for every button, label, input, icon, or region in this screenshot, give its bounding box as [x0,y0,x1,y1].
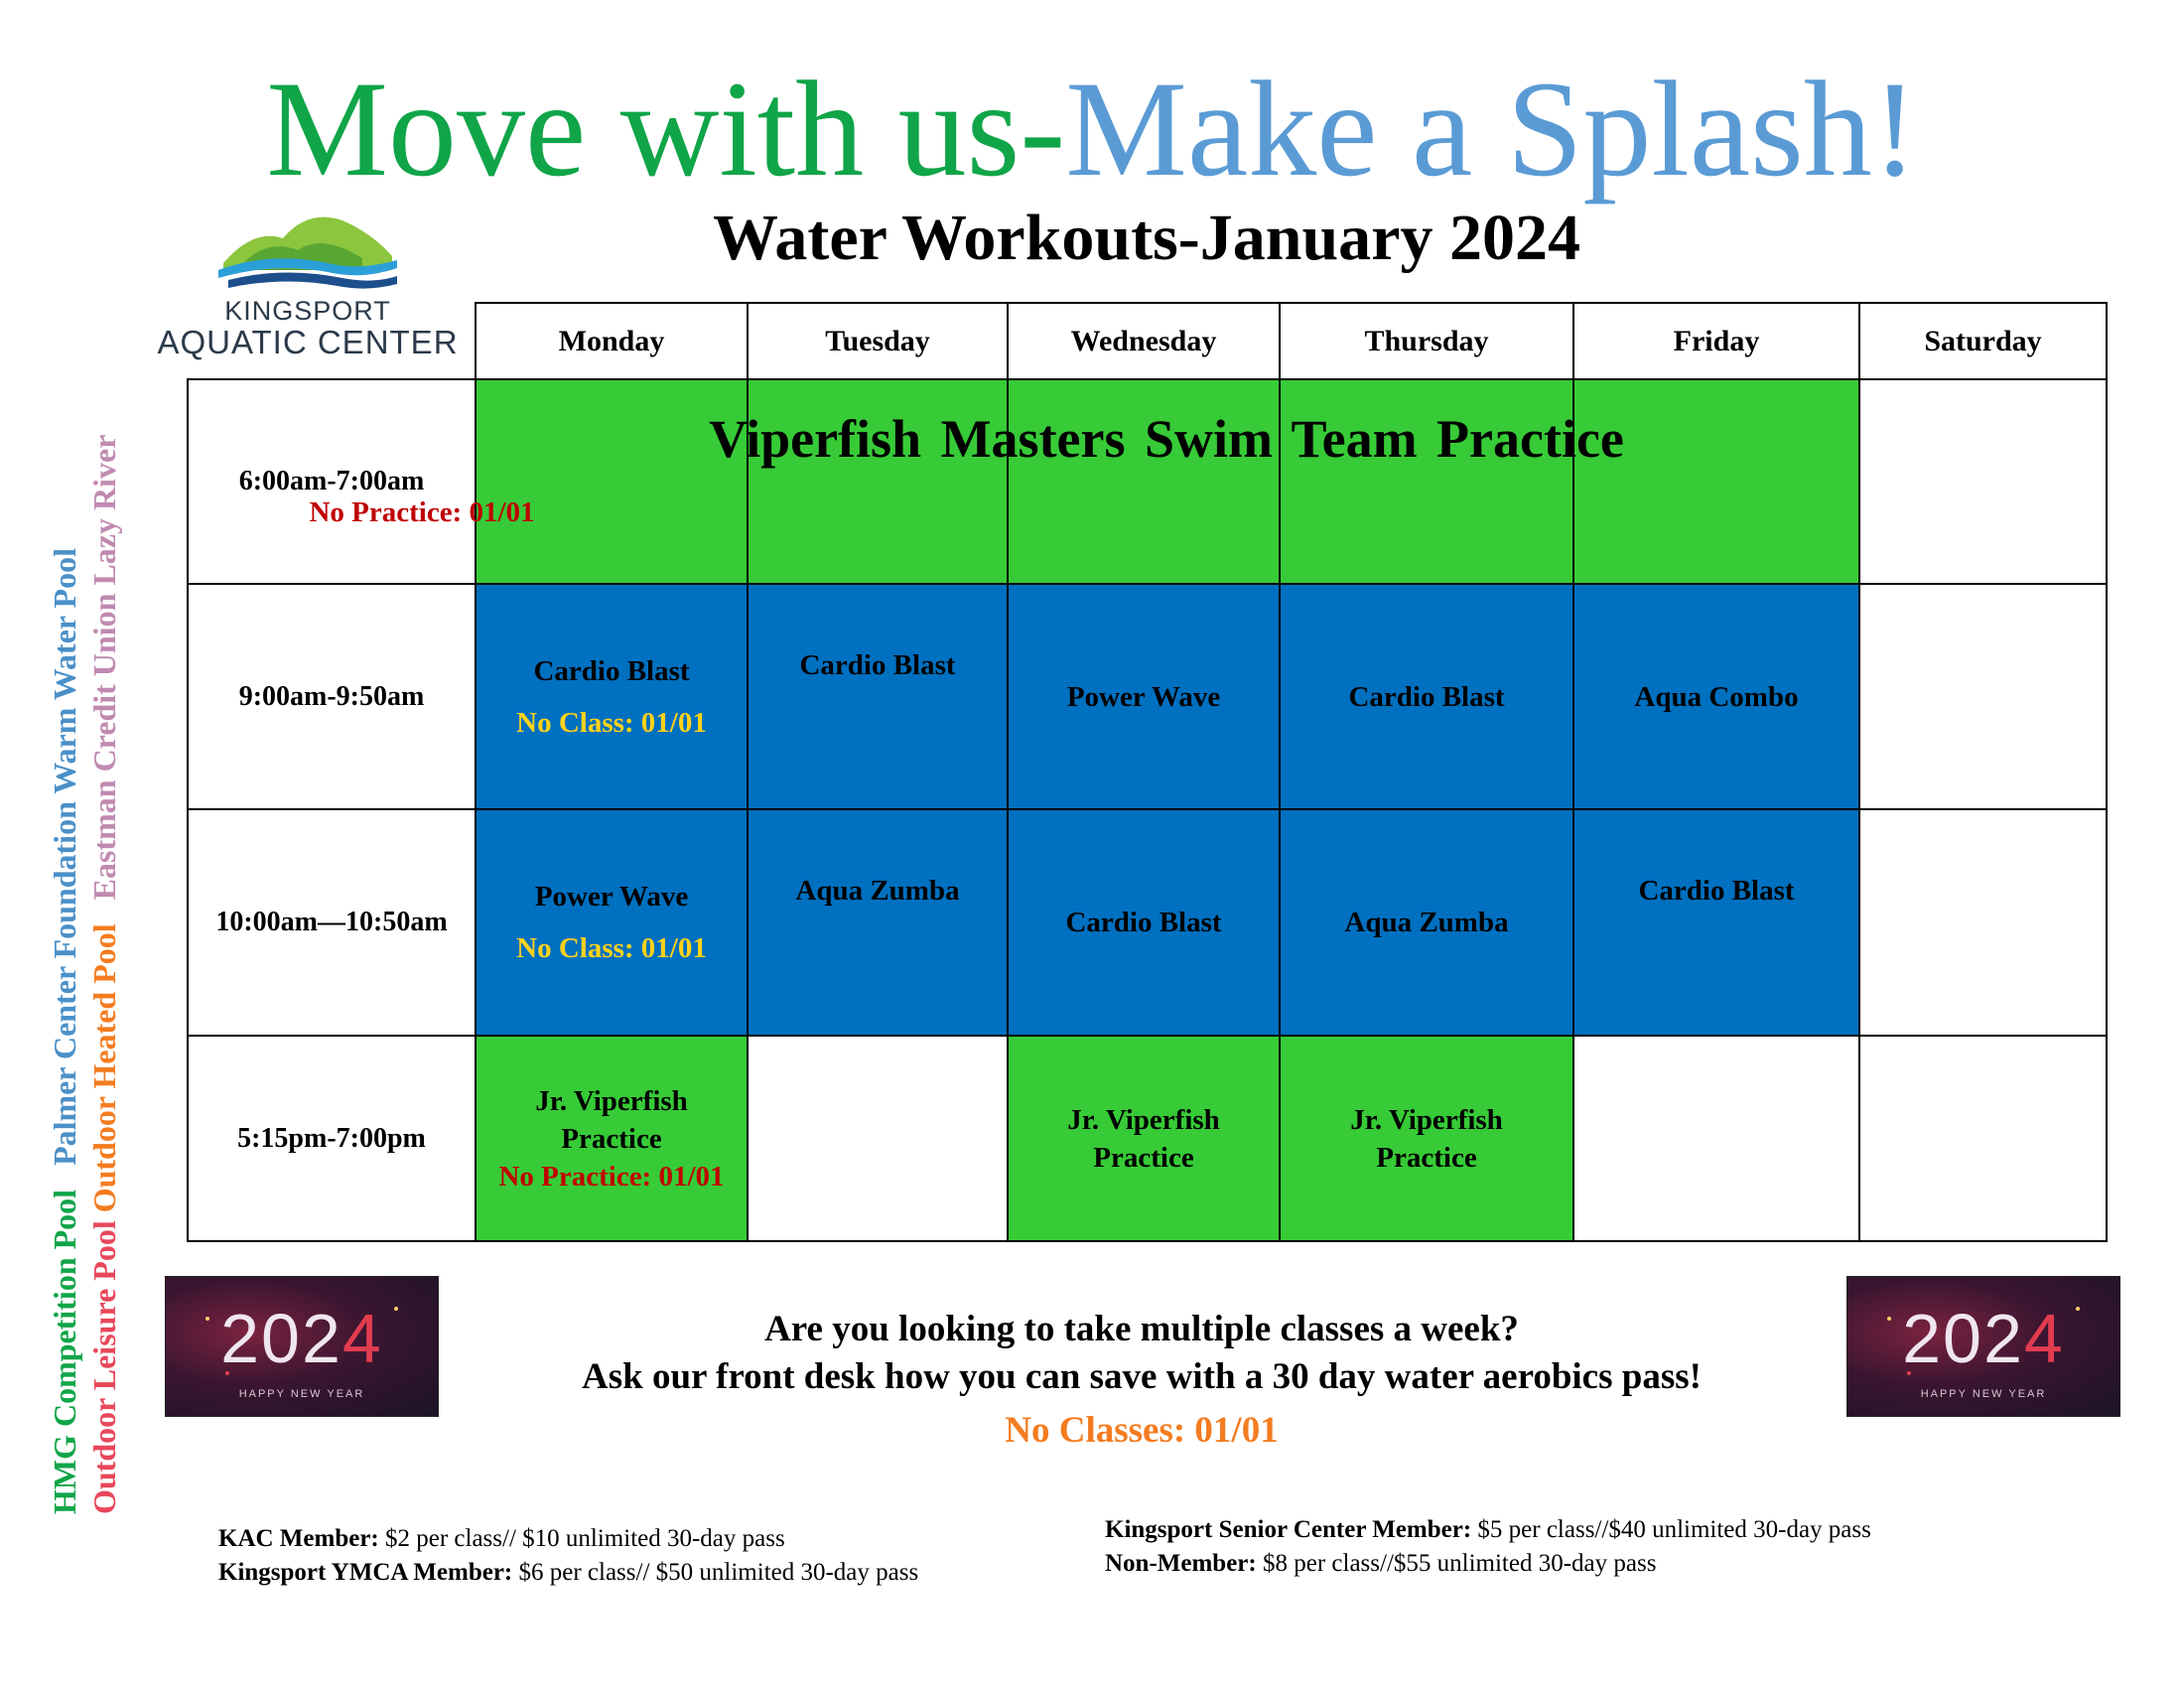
promo-line2: Ask our front desk how you can save with a 30 day water aerobics pass! [582,1356,1702,1397]
class-name: Cardio Blast [1065,907,1222,938]
cell-sat-slot1 [1858,378,2108,585]
class-name-line1: Jr. Viperfish [535,1084,688,1117]
year-text: 2024 [220,1300,383,1377]
no-class-note: No Class: 01/01 [516,706,707,739]
mountain-wave-icon [213,209,402,294]
class-name: Cardio Blast [1638,875,1795,907]
no-practice-note-top: No Practice: 01/01 [309,496,535,528]
logo-line1: KINGSPORT [224,296,391,326]
header-monday: Monday [475,302,749,380]
headline [0,55,2184,204]
cell-thu-slot4 [1279,1035,1574,1242]
class-name: Aqua Zumba [1344,907,1509,938]
pricing-non-member: Non-Member: $8 per class//$55 unlimited 30-day pass [1105,1550,1657,1577]
no-practice-note: No Practice: 01/01 [498,1160,725,1193]
class-name: Power Wave [534,881,689,913]
cell-thu-slot3 [1279,808,1574,1037]
header-tuesday: Tuesday [747,302,1009,380]
pricing-kac: KAC Member: $2 per class// $10 unlimited 30-day pass [218,1525,785,1552]
class-name-line2: Practice [1376,1141,1477,1174]
cell-fri-slot4 [1572,1035,1860,1242]
header-wednesday: Wednesday [1007,302,1281,380]
cell-fri-slot3 [1572,808,1860,1037]
promo-line1: Are you looking to take multiple classes a week? [764,1309,1519,1349]
time-slot-3: 10:00am—10:50am [187,808,477,1037]
class-name: Power Wave [1066,680,1221,713]
class-name: Cardio Blast [533,654,690,687]
class-name-line1: Jr. Viperfish [1350,1103,1503,1136]
cell-wed-slot3 [1007,808,1281,1037]
cell-thu-slot2 [1279,583,1574,810]
cell-wed-slot4 [1007,1035,1281,1242]
pricing-senior: Kingsport Senior Center Member: $5 per class//$40 unlimited 30-day pass [1105,1516,1871,1543]
time-slot-2: 9:00am-9:50am [187,583,477,810]
cell-mon-slot3 [475,808,749,1037]
pool-legend [45,382,164,1514]
promo-message [298,1306,1985,1455]
legend-lazy-river: Eastman Credit Union Lazy River [86,434,122,901]
cell-tue-slot3 [747,808,1009,1037]
cell-mon-slot4 [475,1035,749,1242]
year-text: 2024 [1902,1300,2065,1377]
cell-wed-slot2 [1007,583,1281,810]
header-saturday: Saturday [1858,302,2108,380]
legend-outdoor-pool: Outdoor Heated Pool [86,923,122,1213]
class-name: Cardio Blast [1348,680,1505,713]
cell-sat-slot3 [1858,808,2108,1037]
cell-tue-slot2 [747,583,1009,810]
class-name-line2: Practice [561,1122,662,1155]
masters-practice-banner: Viperfish Masters Swim Team Practice [709,409,1624,469]
time-slot-4: 5:15pm-7:00pm [187,1035,477,1242]
legend-palmer-pool: Palmer Center Foundation Warm Water Pool [47,548,82,1166]
no-classes-note: No Classes: 01/01 [1005,1410,1279,1451]
cell-mon-slot2 [475,583,749,810]
cell-tue-slot4 [747,1035,1009,1242]
header-friday: Friday [1572,302,1860,380]
headline-part2: Make a Splash! [1065,53,1918,205]
cell-sat-slot2 [1858,583,2108,810]
class-name: Aqua Combo [1634,680,1799,713]
class-name: Aqua Zumba [795,875,960,907]
time-slot-1: 6:00am-7:00am [187,378,477,585]
page-subtitle: Water Workouts-January 2024 [713,202,1580,274]
class-name: Cardio Blast [799,649,956,681]
happy-new-year-caption: HAPPY NEW YEAR [238,1388,365,1400]
legend-hmg-pool: HMG Competition Pool [47,1189,82,1514]
cell-fri-slot2 [1572,583,1860,810]
no-class-note: No Class: 01/01 [516,932,707,964]
class-name-line1: Jr. Viperfish [1067,1103,1220,1136]
class-name-line2: Practice [1093,1141,1194,1174]
legend-leisure-pool: Outdoor Leisure Pool [86,1220,122,1514]
logo-line2: AQUATIC CENTER [157,324,459,360]
cell-sat-slot4 [1858,1035,2108,1242]
happy-new-year-caption: HAPPY NEW YEAR [1920,1388,2047,1400]
headline-part1: Move with us- [266,53,1066,205]
pricing-ymca: Kingsport YMCA Member: $6 per class// $50 unlimited 30-day pass [218,1559,919,1586]
header-thursday: Thursday [1279,302,1574,380]
